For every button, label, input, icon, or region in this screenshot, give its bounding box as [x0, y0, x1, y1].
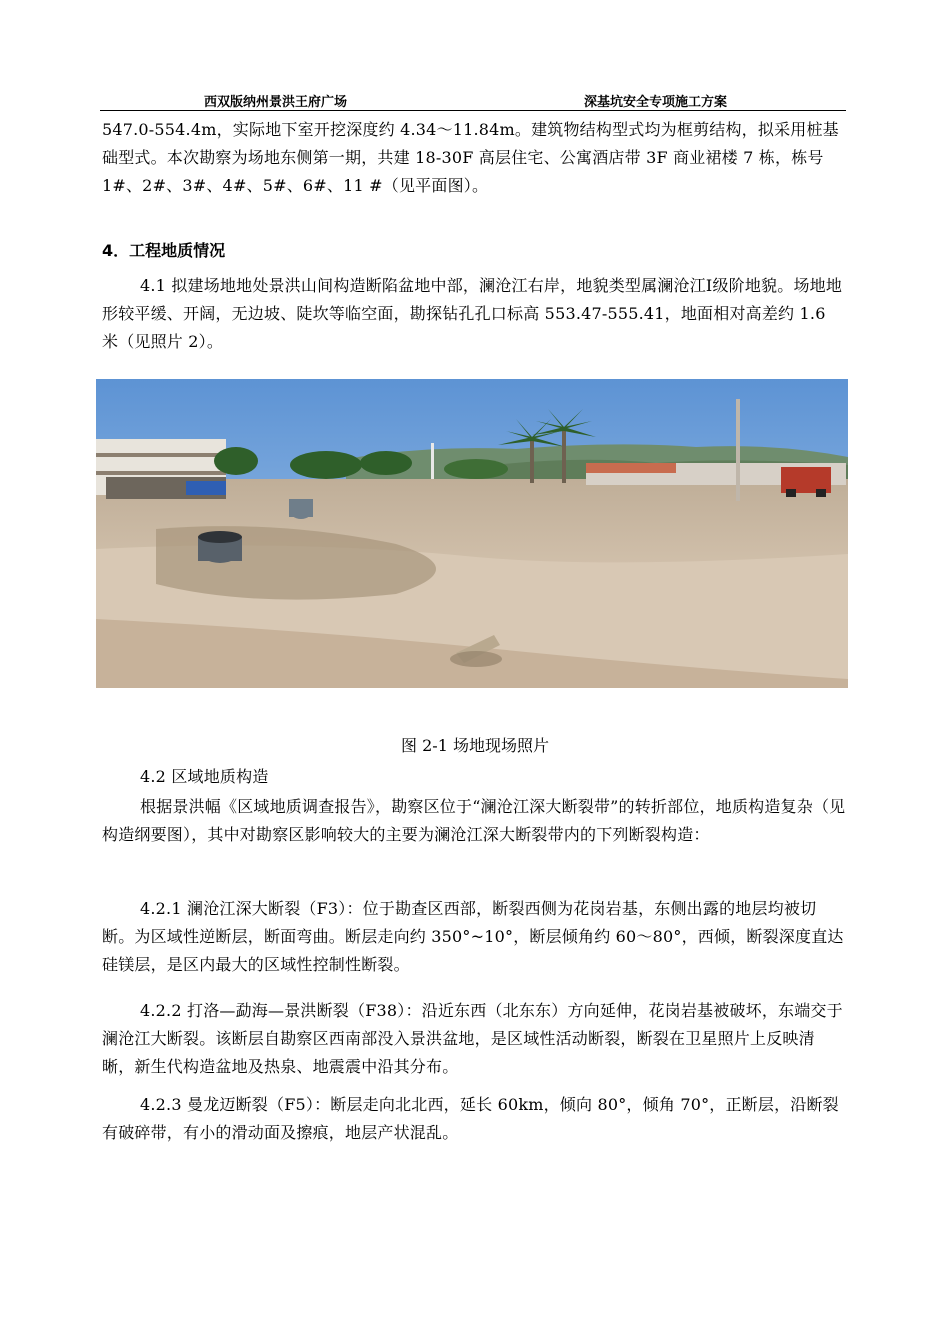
page-header [100, 90, 846, 111]
site-photo-illustration [96, 379, 848, 688]
paragraph-4-2-1: 4.2.1 澜沧江深大断裂（F3）：位于勘查区西部，断裂西侧为花岗岩基，东侧出露的地层均被切断。为区域性逆断层，断面弯曲。断层走向约 350°~10°，断层倾角约 60～80°，西倾，断裂深度直达硅镁层，是区内最大的区域性控制性断裂。 [102, 899, 844, 974]
intro-paragraph: 547.0-554.4m，实际地下室开挖深度约 4.34～11.84m。建筑物结构型式均为框剪结构，拟采用桩基础型式。本次勘察为场地东侧第一期，共建 18-30F 高层住宅、公寓酒店带 3F 商业裙楼 7 栋，栋号 1#、2#、3#、4#、5#、6#、11 #（见平面图）。 [102, 120, 839, 195]
site-photo [96, 379, 848, 688]
paragraph-4-2-3: 4.2.3 曼龙迈断裂（F5）：断层走向北北西，延长 60km，倾向 80°，倾角 70°，正断层，沿断裂有破碎带，有小的滑动面及擦痕，地层产状混乱。 [102, 1095, 839, 1142]
paragraph-4-2-title: 4.2 区域地质构造 [140, 767, 269, 786]
header-project-title: 西双版纳州景洪王府广场 [204, 95, 348, 110]
paragraph-4-2-body: 根据景洪幅《区域地质调查报告》，勘察区位于“澜沧江深大断裂带”的转折部位，地质构造复杂（见构造纲要图），其中对勘察区影响较大的主要为澜沧江深大断裂带内的下列断裂构造： [102, 797, 846, 844]
paragraph-4-2-2: 4.2.2 打洛—勐海—景洪断裂（F38）：沿近东西（北东东）方向延伸，花岗岩基被破坏，东端交于澜沧江大断裂。该断层自勘察区西南部没入景洪盆地，是区域性活动断裂，断裂在卫星照片上反映清晰，新生代构造盆地及热泉、地震震中沿其分布。 [102, 1001, 843, 1076]
header-document-title: 深基坑安全专项施工方案 [584, 95, 728, 110]
section-heading-4: 4．工程地质情况 [102, 241, 226, 260]
paragraph-4-1: 4.1 拟建场地地处景洪山间构造断陷盆地中部，澜沧江右岸，地貌类型属澜沧江Ⅰ级阶地貌。场地地形较平缓、开阔，无边坡、陡坎等临空面，勘探钻孔孔口标高 553.47-555.41，地面相对高差约 1.6 米（见照片 2）。 [102, 276, 843, 351]
photo-caption: 图 2-1 场地现场照片 [401, 736, 549, 755]
